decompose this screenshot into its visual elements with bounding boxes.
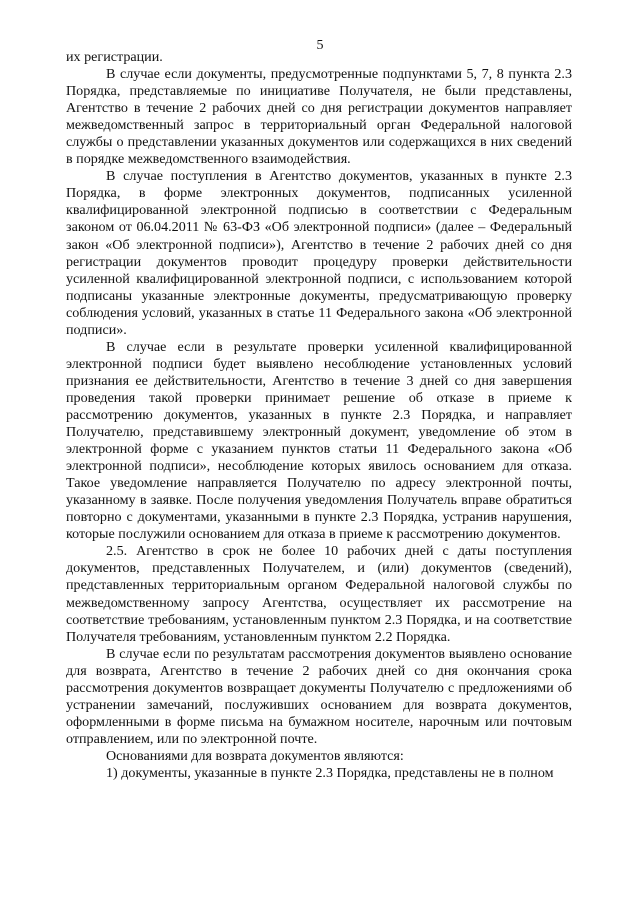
paragraph: 2.5. Агентство в срок не более 10 рабочих дней с даты поступления документов, представленных Получателем, и (или) документов (сведений), представленных территориальным органом Федеральной налоговой службы по межведомственному запросу Агентства, осуществляет их рассмотрение на соответствие требованиям, установленным пунктом 2.3 Порядка, и на соответствие Получателя требованиям, установленным пунктом 2.2 Порядка. bbox=[66, 543, 572, 645]
paragraph: В случае если документы, предусмотренные подпунктами 5, 7, 8 пункта 2.3 Порядка, представляемые по инициативе Получателя, не были представлены, Агентство в течение 2 рабочих дней со дня регистрации документов направляет межведомственный запрос в территориальный орган Федеральной налоговой службы о представлении указанных документов или содержащихся в них сведений в порядке межведомственного взаимодействия. bbox=[66, 66, 572, 168]
document-body bbox=[66, 49, 572, 782]
page-number: 5 bbox=[316, 38, 324, 53]
paragraph: В случае если по результатам рассмотрения документов выявлено основание для возврата, Агентство в течение 2 рабочих дней со дня окончания срока рассмотрения документов возвращает документы Получателю с предложениями об устранении замечаний, послуживших основанием для возврата документов, оформленными в форме письма на бумажном носителе, нарочным или почтовым отправлением, или по электронной почте. bbox=[66, 645, 572, 747]
paragraph: 1) документы, указанные в пункте 2.3 Порядка, представлены не в полном bbox=[106, 764, 554, 781]
paragraph: В случае поступления в Агентство документов, указанных в пункте 2.3 Порядка, в форме электронных документов, подписанных усиленной квалифицированной электронной подписью в соответствии с Федеральным законом от 06.04.2011 № 63-ФЗ «Об электронной подписи» (далее – Федеральный закон «Об электронной подписи»), Агентство в течение 2 рабочих дней со дня регистрации документов проводит процедуру проверки действительности усиленной квалифицированной электронной подписи, с использованием которой подписаны указанные электронные документы, предусматривающую проверку соблюдения условий, указанных в статье 11 Федерального закона «Об электронной подписи». bbox=[66, 168, 572, 338]
paragraph: В случае если в результате проверки усиленной квалифицированной электронной подписи будет выявлено несоблюдение установленных условий признания ее действительности, Агентство в течение 3 дней со дня завершения проведения такой проверки принимает решение об отказе в приеме к рассмотрению документов, указанных в пункте 2.3 Порядка, и направляет Получателю, представившему электронный документ, уведомление об этом в электронной форме с указанием пунктов статьи 11 Федерального закона «Об электронной подписи», несоблюдение которых явилось основанием для отказа. Такое уведомление направляется Получателю по адресу электронной почты, указанному в заявке. После получения уведомления Получатель вправе обратиться повторно с документами, указанными в пункте 2.3 Порядка, устранив нарушения, которые послужили основанием для отказа в приеме к рассмотрению документов. bbox=[66, 338, 572, 543]
paragraph: их регистрации. bbox=[66, 49, 163, 65]
paragraph: Основаниями для возврата документов являются: bbox=[106, 747, 404, 764]
